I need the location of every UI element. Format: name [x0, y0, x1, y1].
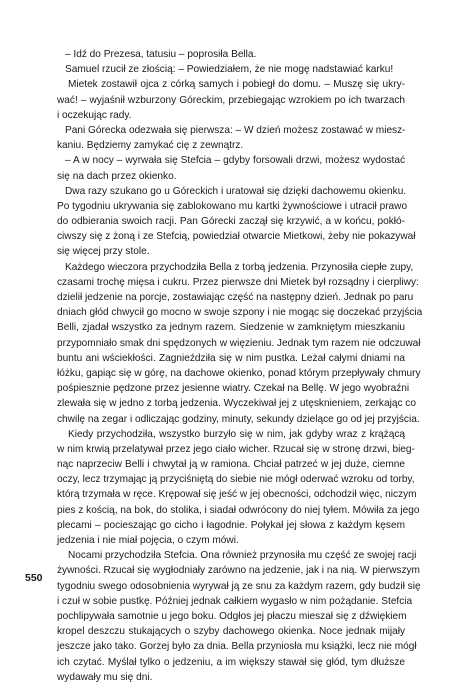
text-line: chwilę na zegar i odliczając godziny, minuty, sekundy dzielące go od jej przyjścia.	[57, 413, 420, 425]
text-line: się na dach przez okienko.	[57, 170, 177, 182]
text-line: zlewała się w jedno z torbą jedzenia. Wyczekiwał jej z utęsknieniem, zerkając co	[57, 398, 416, 410]
text-line: – A w nocy – wyrwała się Stefcia – gdyby forsowali drzwi, możesz wydostać	[65, 155, 405, 167]
text-line: ich czytać. Myślał tylko o jedzeniu, a im większy stawał się głód, tym dłuższe	[57, 656, 405, 668]
text-line: plecami – pocieszając go cicho i łagodnie. Połykał jej słowa z każdym kęsem	[57, 519, 405, 531]
text-line: Mietek zostawił ojca z córką samych i pobiegł do domu. – Muszę się ukry-	[68, 79, 405, 91]
text-line: pochlipywała samotnie u jego boku. Odgłos jej płaczu mieszał się z dźwiękiem	[57, 610, 407, 622]
text-line: Belli, zjadał wszystko za jednym razem. Siedzenie w zamkniętym mieszkaniu	[57, 322, 405, 334]
text-line: Pani Górecka odezwała się pierwsza: – W dzień możesz zostawać w miesz-	[65, 124, 406, 136]
text-line: nąc naprzeciw Belli i chwytał ją w ramiona. Chciał patrzeć w jej duże, ciemne	[57, 459, 405, 471]
text-line: Samuel rzucił ze złością: – Powiedziałem, że nie mogę nadstawiać karku!	[65, 64, 394, 76]
text-line: dniach głód chwycił go mocno w swoje szpony i nie mogąc się doczekać przyjścia	[57, 307, 423, 319]
text-line: dzielił jedzenie na porcje, zostawiając część na następny dzień. Jednak po paru	[57, 292, 414, 303]
text-line: – Idź do Prezesa, tatusiu – poprosiła Bella.	[65, 49, 257, 60]
page-number: 550	[25, 572, 43, 584]
text-line: w nim krwią przelatywał przez jego ciało wicher. Rzucał się w stronę drzwi, bieg-	[57, 443, 415, 455]
text-line: kaniu. Będziemy zamykać cię z zewnątrz.	[57, 140, 244, 152]
text-line: ciwszy się z żoną i ze Stefcią, powiedział otwarcie Mietkowi, żeby nie pokazywał	[57, 231, 416, 243]
text-line: Nocami przychodziła Stefcia. Ona również przynosiła mu część ze swojej racji	[68, 550, 417, 562]
text-line: oczy, lecz trzymając ją przyciśniętą do siebie nie mógł oderwać wzroku od torby,	[57, 474, 415, 486]
text-line: buntu ani wściekłości. Zagnieździła się w nim pustka. Leżał całymi dniami na	[57, 352, 405, 364]
text-line: wydawały mu się dni.	[57, 671, 153, 683]
text-line: Każdego wieczora przychodziła Bella z torbą jedzenia. Przynosiła ciepłe zupy,	[65, 261, 414, 273]
text-line: jeszcze jako tako. Gorzej było za dnia. Bella przyniosła mu książki, lecz nie mógł	[57, 641, 417, 653]
body-text	[57, 47, 423, 685]
text-line: pies z kością, na bok, do stolika, i siadał odwrócony do niej tyłem. Mówiła za jego	[57, 504, 420, 516]
text-line: Dwa razy szukano go u Góreckich i uratował się dzięki dachowemu okienku.	[65, 185, 407, 197]
text-line: do odbierania swoich racji. Pan Górecki zaczął się krzywić, a w końcu, pokłó-	[57, 216, 405, 228]
text-line: jedzenia i nie miał pojęcia, o czym mówi.	[57, 535, 239, 546]
text-line: wać! – wyjaśnił wzburzony Góreckim, przebiegając wzrokiem po ich twarzach	[57, 94, 405, 106]
text-line: i oczekując rady.	[57, 109, 132, 121]
text-line: pośpiesznie pędzone przez jesienne wiatry. Czekał na Bellę. W jego wyobraźni	[57, 383, 410, 395]
text-line: Kiedy przychodziła, wszystko burzyło się w nim, jak gdyby wraz z krążącą	[68, 428, 405, 440]
text-line: którą trzymała w ręce. Krępował się jeść w jej obecności, odchodził więc, niczym	[57, 489, 417, 501]
text-line: żywności. Rzucał się wygłodniały zarówno na jedzenie, jak i na nią. W pierwszym	[57, 565, 420, 577]
text-line: Po tygodniu ukrywania się zablokowano mu kartki żywnościowe i utracił prawo	[57, 200, 408, 212]
text-line: łóżku, gapiąc się w górę, na dachowe okienko, ponad którym przepływały chmury	[57, 367, 421, 379]
text-line: kropel deszczu stukających o szyby dachowego okienka. Noce jednak mijały	[57, 626, 405, 638]
text-line: przypomniało smak dni spędzonych w więzieniu. Jednak tym razem nie odczuwał	[57, 337, 421, 349]
text-line: tygodniu swego odosobnienia wyrywał ją ze snu za każdym razem, gdy budził się	[57, 580, 421, 592]
text-line: się więcej przy stole.	[57, 246, 150, 258]
text-line: i czuł w sobie pustkę. Później jednak całkiem wygasło w nim pożądanie. Stefcia	[57, 595, 413, 607]
text-line: czasami trochę mięsa i cukru. Przez pierwsze dni Mietek był rozsądny i cierpliwy:	[57, 276, 419, 288]
